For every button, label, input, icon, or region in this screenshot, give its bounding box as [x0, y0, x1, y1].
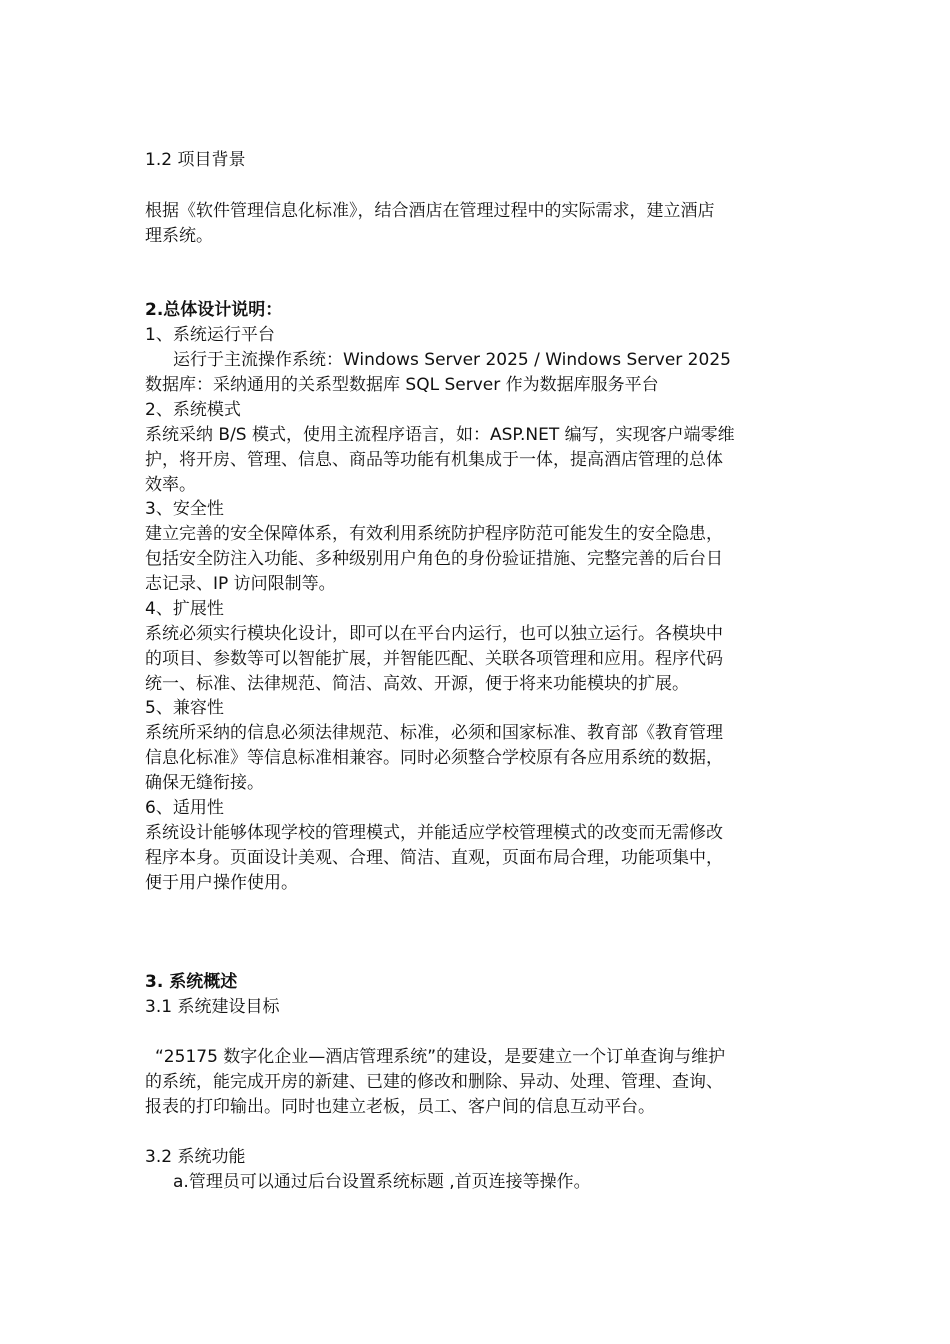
paragraph-line: 信息化标准》等信息标准相兼容。同时必须整合学校原有各应用系统的数据，: [145, 748, 723, 768]
item-title: 5、兼容性: [145, 698, 224, 718]
paragraph-line: 效率。: [145, 475, 196, 495]
paragraph-line: 系统所采纳的信息必须法律规范、标准，必须和国家标准、教育部《教育管理: [145, 723, 723, 743]
subsection-heading-3-1: 3.1 系统建设目标: [145, 997, 280, 1017]
paragraph-line: 的项目、参数等可以智能扩展，并智能匹配、关联各项管理和应用。程序代码: [145, 649, 723, 669]
item-title: 1、系统运行平台: [145, 325, 275, 345]
item-title: 4、扩展性: [145, 599, 224, 619]
paragraph-line: 的系统，能完成开房的新建、已建的修改和删除、异动、处理、管理、查询、: [145, 1072, 723, 1092]
section-heading-1-2: 1.2 项目背景: [145, 150, 246, 170]
paragraph-line: 系统设计能够体现学校的管理模式，并能适应学校管理模式的改变而无需修改: [145, 823, 723, 843]
subsection-heading-3-2: 3.2 系统功能: [145, 1147, 246, 1167]
paragraph-line: 程序本身。页面设计美观、合理、简洁、直观，页面布局合理，功能项集中，: [145, 848, 723, 868]
paragraph-line: 理系统。: [145, 226, 213, 246]
paragraph-line: 护，将开房、管理、信息、商品等功能有机集成于一体，提高酒店管理的总体: [145, 450, 723, 470]
paragraph-line: 系统采纳 B/S 模式，使用主流程序语言，如：ASP.NET 编写，实现客户端零维: [145, 425, 735, 445]
function-item: a.管理员可以通过后台设置系统标题 ,首页连接等操作。: [173, 1172, 591, 1192]
paragraph-line: 根据《软件管理信息化标准》，结合酒店在管理过程中的实际需求，建立酒店: [145, 201, 715, 221]
item-title: 2、系统模式: [145, 400, 241, 420]
item-title: 6、适用性: [145, 798, 224, 818]
paragraph-line: 报表的打印输出。同时也建立老板，员工、客户间的信息互动平台。: [145, 1097, 655, 1117]
paragraph-line: 包括安全防注入功能、多种级别用户角色的身份验证措施、完整完善的后台日: [145, 549, 723, 569]
item-title: 3、安全性: [145, 499, 224, 519]
section-heading-3: 3. 系统概述: [145, 972, 238, 992]
section-heading-2: 2.总体设计说明：: [145, 300, 283, 320]
paragraph-line: 系统必须实行模块化设计，即可以在平台内运行，也可以独立运行。各模块中: [145, 624, 723, 644]
paragraph-line: 运行于主流操作系统：Windows Server 2025 / Windows Server 2025: [173, 350, 731, 370]
paragraph-line: 便于用户操作使用。: [145, 873, 298, 893]
paragraph-line: 数据库：采纳通用的关系型数据库 SQL Server 作为数据库服务平台: [145, 375, 659, 395]
paragraph-line: 建立完善的安全保障体系，有效利用系统防护程序防范可能发生的安全隐患，: [145, 524, 723, 544]
paragraph-line: 志记录、IP 访问限制等。: [145, 574, 336, 594]
paragraph-line: 确保无缝衔接。: [145, 773, 264, 793]
paragraph-line: “25175 数字化企业—酒店管理系统”的建设，是要建立一个订单查询与维护: [155, 1047, 726, 1067]
paragraph-line: 统一、标准、法律规范、简洁、高效、开源，便于将来功能模块的扩展。: [145, 674, 689, 694]
